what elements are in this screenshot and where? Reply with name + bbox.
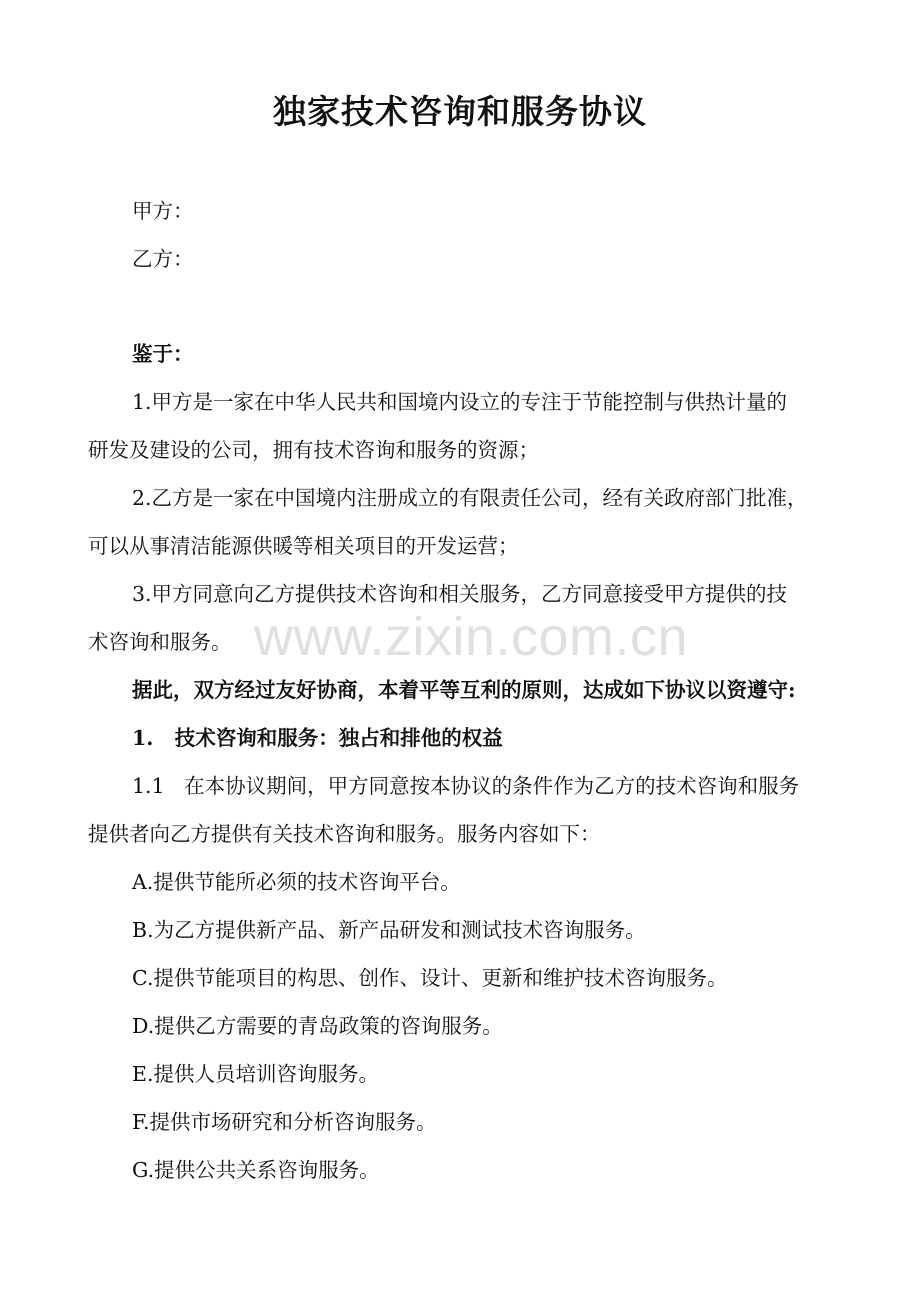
service-item-d: D.提供乙方需要的青岛政策的咨询服务。 (132, 1014, 503, 1038)
service-item-e: E.提供人员培训咨询服务。 (132, 1062, 379, 1086)
recital-1-line-2: 研发及建设的公司，拥有技术咨询和服务的资源； (88, 438, 539, 462)
recital-2-line-1: 2.乙方是一家在中国境内注册成立的有限责任公司，经有关政府部门批准， (132, 486, 808, 510)
whereas-heading: 鉴于： (132, 342, 194, 366)
party-a-label: 甲方： (132, 199, 194, 223)
clause-1-1-line-2: 提供者向乙方提供有关技术咨询和服务。服务内容如下： (88, 822, 601, 846)
recital-3-line-1: 3.甲方同意向乙方提供技术咨询和相关服务，乙方同意接受甲方提供的技 (132, 582, 788, 606)
service-item-f: F.提供市场研究和分析咨询服务。 (132, 1110, 437, 1134)
recital-1-line-1: 1.甲方是一家在中华人民共和国境内设立的专注于节能控制与供热计量的 (132, 390, 788, 414)
agreement-statement: 据此，双方经过友好协商，本着平等互利的原则，达成如下协议以资遵守: (132, 678, 796, 702)
recital-3-line-2: 术咨询和服务。 (88, 630, 232, 654)
recital-2-line-2: 可以从事清洁能源供暖等相关项目的开发运营； (88, 534, 519, 558)
service-item-a: A.提供节能所必须的技术咨询平台。 (132, 870, 461, 894)
service-item-c: C.提供节能项目的构思、创作、设计、更新和维护技术咨询服务。 (132, 966, 728, 990)
section-1-heading: 1. 技术咨询和服务：独占和排他的权益 (132, 726, 503, 750)
clause-1-1-line-1: 1.1 在本协议期间，甲方同意按本协议的条件作为乙方的技术咨询和服务 (132, 774, 800, 798)
service-item-b: B.为乙方提供新产品、新产品研发和测试技术咨询服务。 (132, 918, 646, 942)
party-b-label: 乙方： (132, 247, 194, 271)
site-watermark: www.zixin.com.cn (253, 607, 689, 667)
service-item-g: G.提供公共关系咨询服务。 (132, 1158, 380, 1182)
document-title: 独家技术咨询和服务协议 (273, 92, 647, 131)
